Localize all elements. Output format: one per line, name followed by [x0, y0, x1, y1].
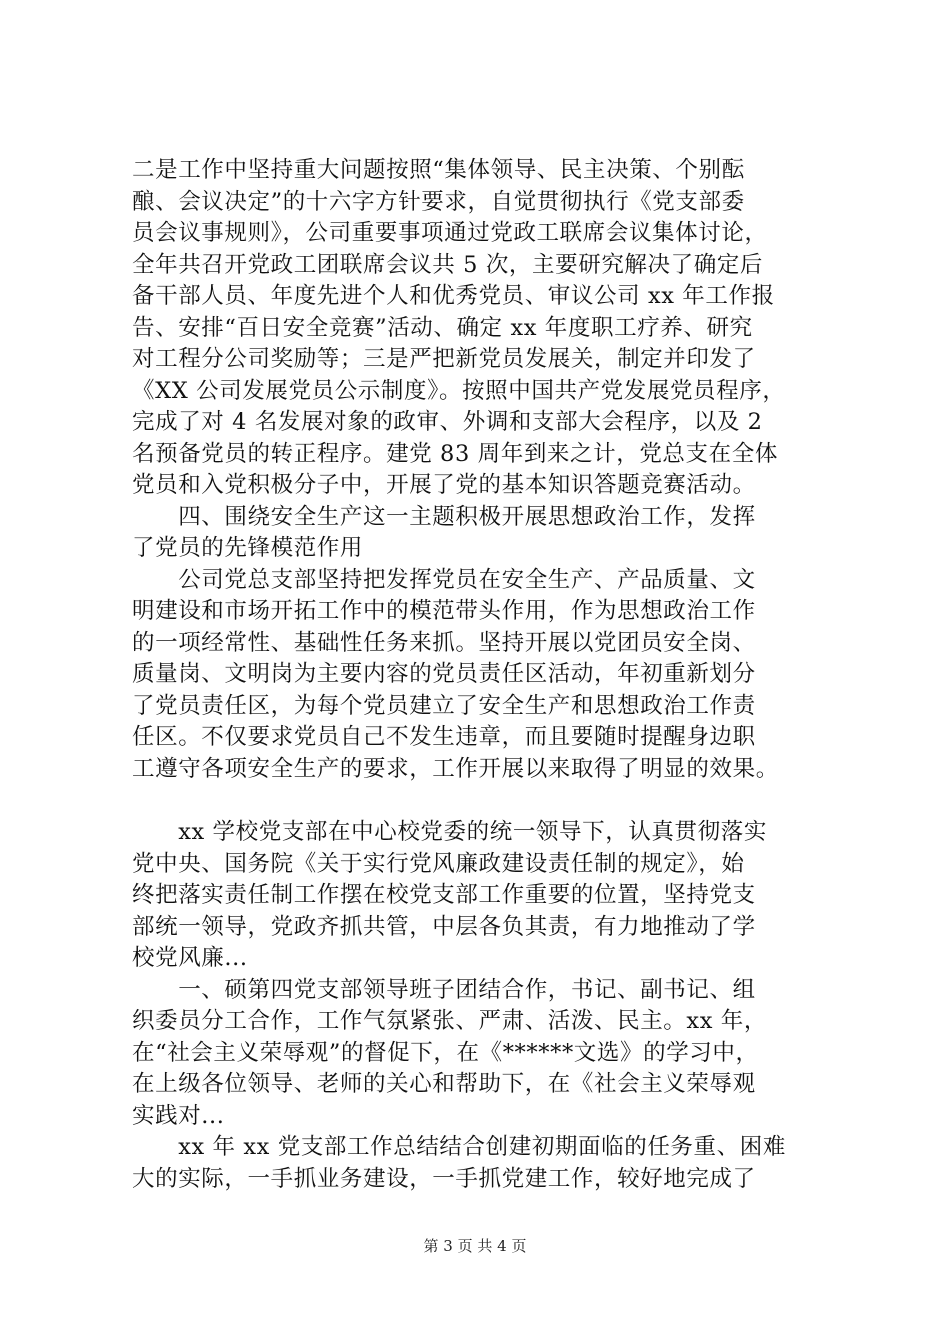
text-line: 大的实际，一手抓业务建设，一手抓党建工作，较好地完成了	[132, 1165, 756, 1192]
text-line: 部统一领导，党政齐抓共管，中层各负其责，有力地推动了学	[132, 913, 756, 940]
text-line: 员会议事规则》，公司重要事项通过党政工联席会议集体讨论，	[132, 220, 768, 246]
text-line: 实践对...	[132, 1102, 225, 1129]
text-line: 《XX 公司发展党员公示制度》。按照中国共产党发展党员程序，	[132, 377, 786, 404]
paragraph-block-1	[132, 155, 837, 785]
paragraph-block-2	[132, 817, 837, 1195]
text-line: 织委员分工合作，工作气氛紧张、严肃、活泼、民主。xx 年，	[132, 1008, 767, 1034]
text-line: 质量岗、文明岗为主要内容的党员责任区活动，年初重新划分	[132, 661, 756, 687]
text-line: xx 学校党支部在中心校党委的统一领导下，认真贯彻落实	[132, 819, 767, 845]
text-line: 全年共召开党政工团联席会议共 5 次，主要研究解决了确定后	[132, 251, 764, 278]
text-line: 公司党总支部坚持把发挥党员在安全生产、产品质量、文	[132, 566, 756, 593]
text-line: 对工程分公司奖励等；三是严把新党员发展关，制定并印发了	[132, 346, 756, 372]
text-line: 二是工作中坚持重大问题按照“集体领导、民主决策、个别酝	[132, 157, 745, 183]
section-heading: 了党员的先锋模范作用	[132, 535, 364, 561]
section-heading: 四、围绕安全生产这一主题积极开展思想政治工作，发挥	[132, 503, 756, 530]
text-line: 党中央、国务院《关于实行党风廉政建设责任制的规定》，始	[132, 850, 745, 877]
text-line: 终把落实责任制工作摆在校党支部工作重要的位置，坚持党支	[132, 882, 756, 908]
text-line: 告、安排“百日安全竞赛”活动、确定 xx 年度职工疗养、研究	[132, 314, 753, 341]
text-line: 备干部人员、年度先进个人和优秀党员、审议公司 xx 年工作报	[132, 283, 775, 309]
text-line: 了党员责任区，为每个党员建立了安全生产和思想政治工作责	[132, 692, 756, 719]
text-line: 名预备党员的转正程序。建党 83 周年到来之计，党总支在全体	[132, 440, 778, 467]
text-line: 党员和入党积极分子中，开展了党的基本知识答题竞赛活动。	[132, 472, 756, 498]
text-line: 工遵守各项安全生产的要求，工作开展以来取得了明显的效果。	[132, 755, 779, 782]
text-line: 校党风廉...	[132, 945, 248, 971]
text-line: 明建设和市场开拓工作中的模范带头作用，作为思想政治工作	[132, 598, 756, 624]
text-line: 酿、会议决定”的十六字方针要求，自觉贯彻执行《党支部委	[132, 188, 745, 215]
page-footer: 第 3 页 共 4 页	[423, 1237, 527, 1255]
document-body	[132, 155, 837, 1195]
text-line: 的一项经常性、基础性任务来抓。坚持开展以党团员安全岗、	[132, 629, 756, 656]
text-line: 任区。不仅要求党员自己不发生违章，而且要随时提醒身边职	[132, 724, 756, 750]
text-line: 在“社会主义荣辱观”的督促下，在《******文选》的学习中，	[132, 1039, 759, 1066]
paragraph-gap	[132, 785, 837, 817]
text-line: 在上级各位领导、老师的关心和帮助下，在《社会主义荣辱观	[132, 1071, 756, 1097]
text-line: 完成了对 4 名发展对象的政审、外调和支部大会程序，以及 2	[132, 409, 763, 435]
text-line: xx 年 xx 党支部工作总结结合创建初期面临的任务重、困难	[132, 1134, 786, 1160]
text-line: 一、硕第四党支部领导班子团结合作，书记、副书记、组	[132, 976, 756, 1003]
